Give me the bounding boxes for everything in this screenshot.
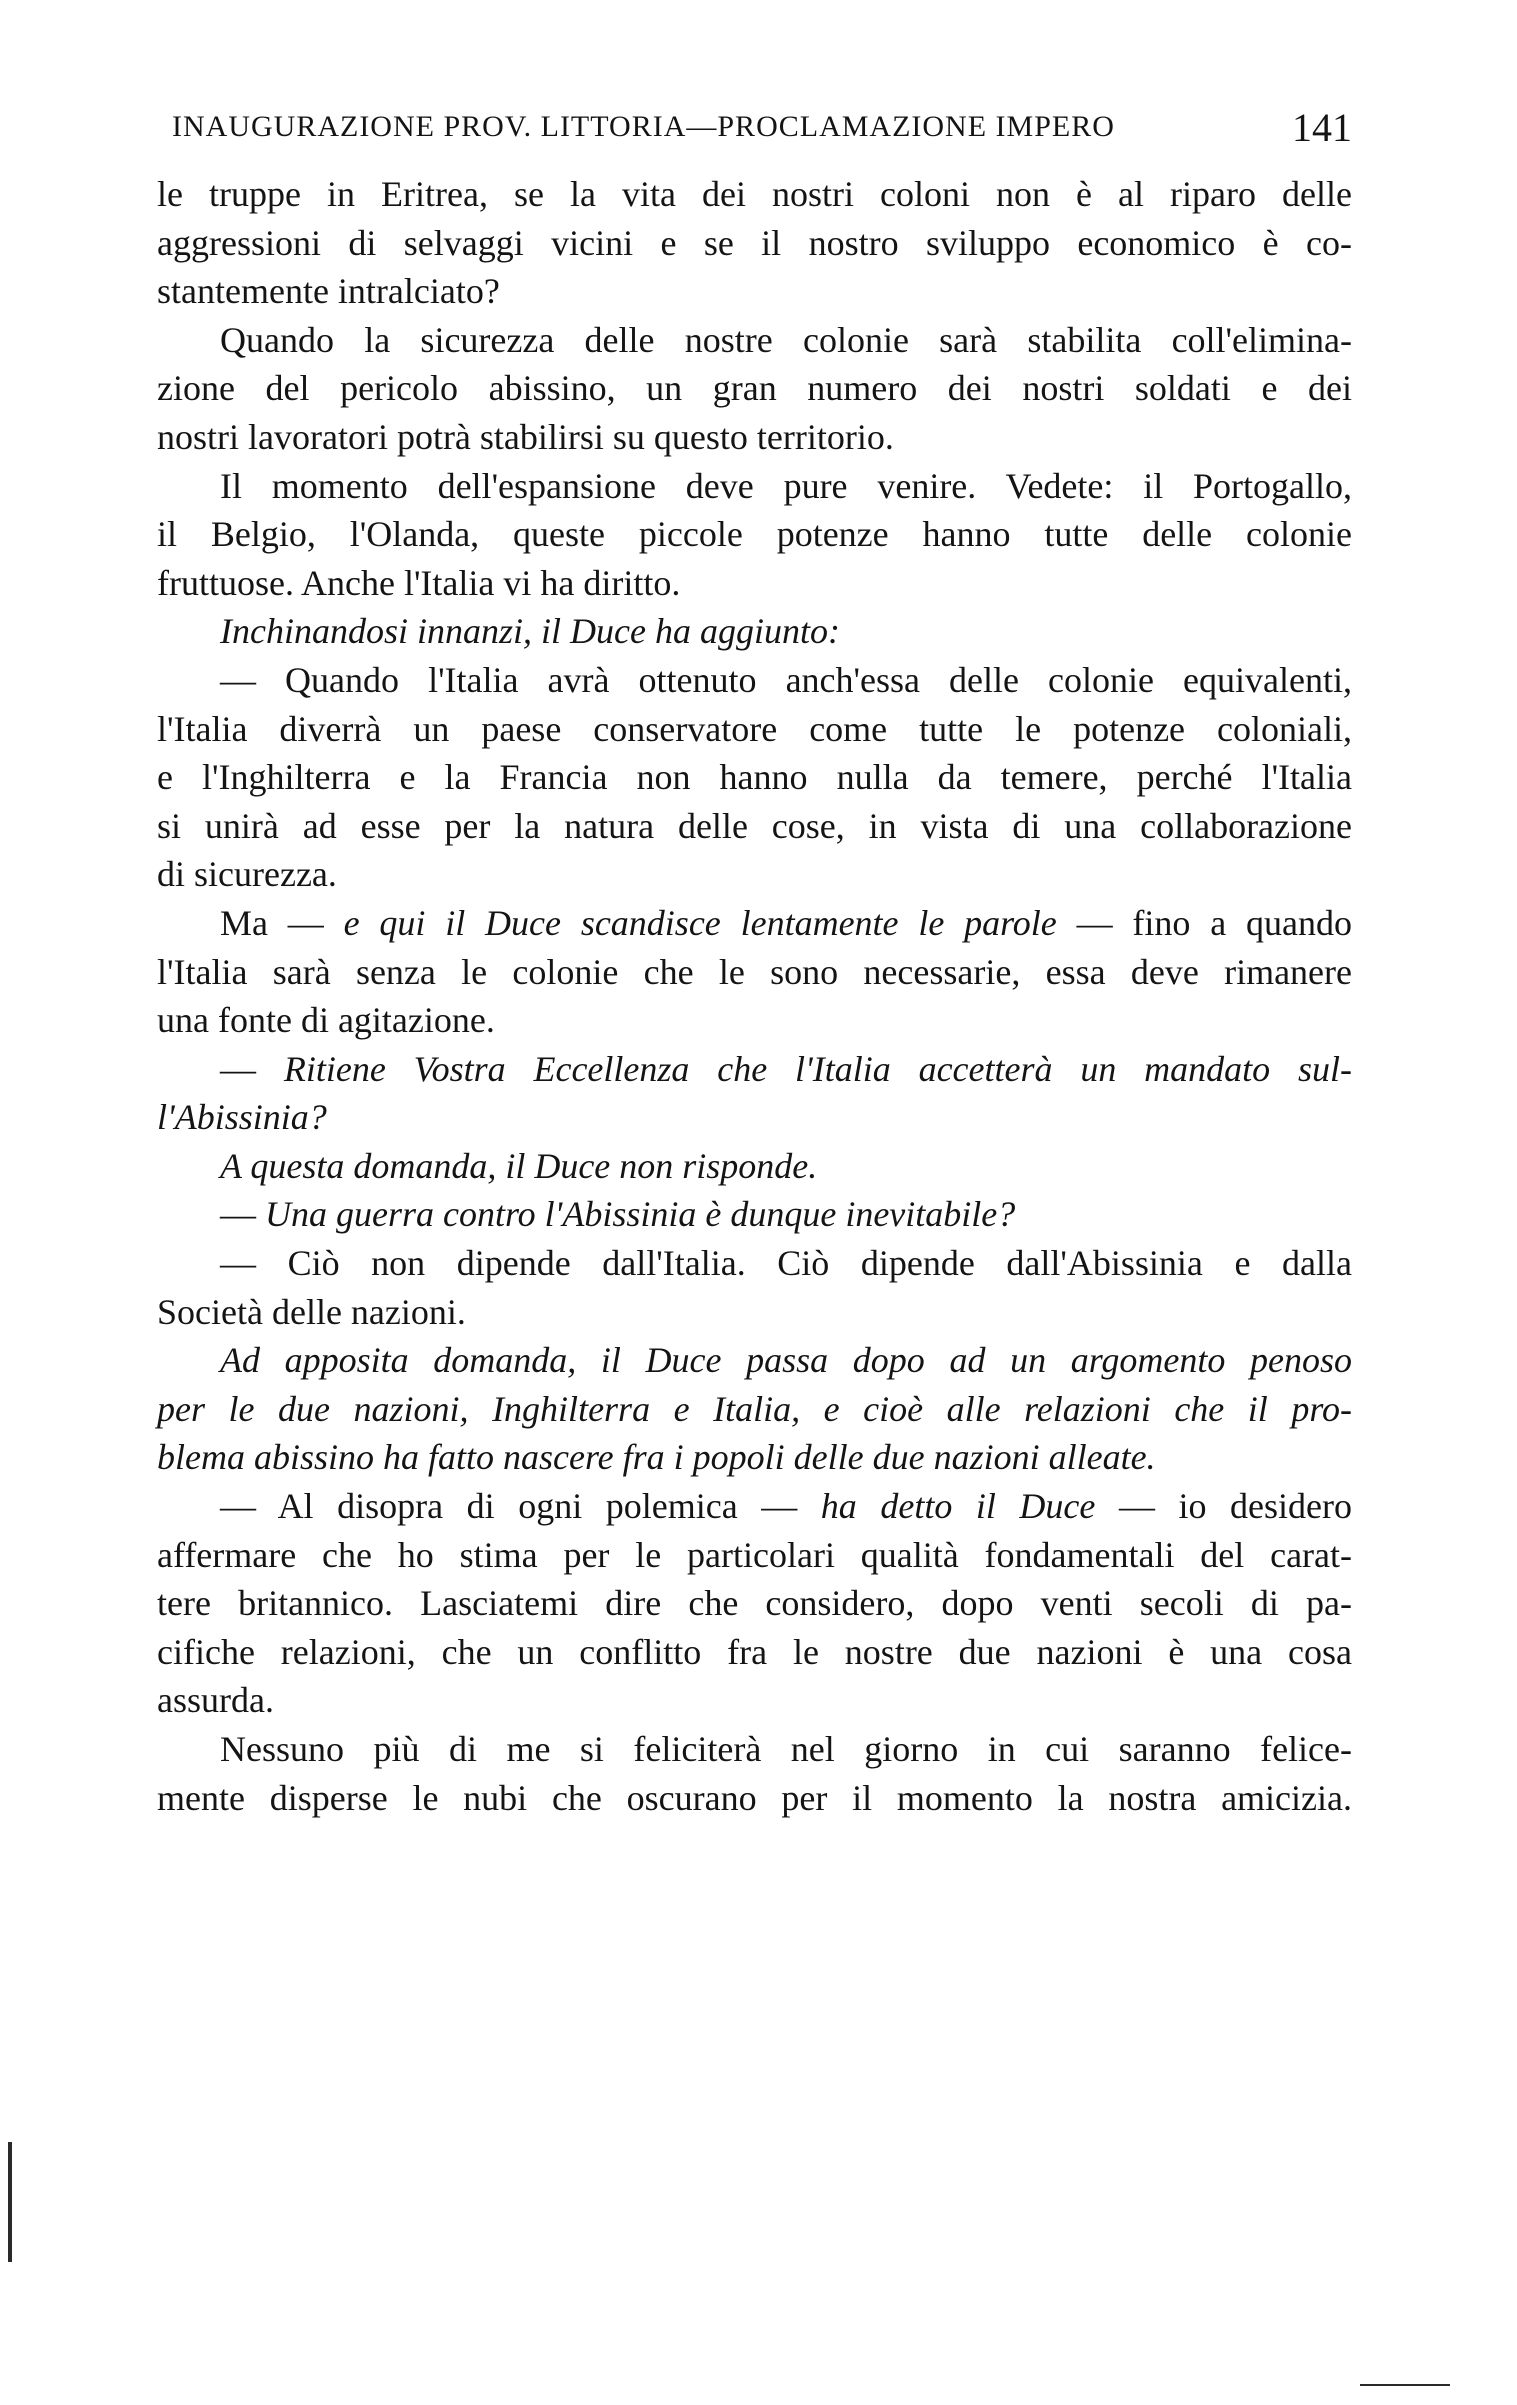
- scan-mark-left: [8, 2142, 12, 2262]
- text-line: affermare che ho stima per le particolari qualità fondamentali del carat-: [157, 1534, 1352, 1575]
- scan-mark-bottom: [1360, 2384, 1450, 2386]
- text-line: — Una guerra contro l'Abissinia è dunque inevitabile?: [220, 1194, 1016, 1235]
- text-line: assurda.: [157, 1680, 274, 1721]
- text-line: tere britannico. Lasciatemi dire che considero, dopo venti secoli di pa-: [157, 1583, 1352, 1624]
- text-line: — Ritiene Vostra Eccellenza che l'Italia accetterà un mandato sul-: [220, 1048, 1352, 1089]
- text-line: aggressioni di selvaggi vicini e se il nostro sviluppo economico è co-: [157, 222, 1352, 263]
- text-line: nostri lavoratori potrà stabilirsi su questo territorio.: [157, 416, 894, 457]
- text-line: e l'Inghilterra e la Francia non hanno nulla da temere, perché l'Italia: [157, 757, 1352, 798]
- text-line: Ma — e qui il Duce scandisce lentamente le parole — fino a quando: [220, 902, 1352, 943]
- text-line: di sicurezza.: [157, 854, 337, 895]
- text-line: A questa domanda, il Duce non risponde.: [220, 1145, 818, 1186]
- text-line: zione del pericolo abissino, un gran numero dei nostri soldati e dei: [157, 368, 1352, 409]
- text-line: Ad apposita domanda, il Duce passa dopo ad un argomento penoso: [220, 1340, 1352, 1381]
- text-line: stantemente intralciato?: [157, 271, 500, 312]
- text-line: il Belgio, l'Olanda, queste piccole potenze hanno tutte delle colonie: [157, 514, 1352, 555]
- page-header: [172, 104, 1352, 160]
- running-head: INAUGURAZIONE PROV. LITTORIA—PROCLAMAZIONE IMPERO: [172, 110, 1115, 143]
- text-line: Società delle nazioni.: [157, 1291, 466, 1332]
- text-line: blema abissino ha fatto nascere fra i popoli delle due nazioni alleate.: [157, 1437, 1156, 1478]
- text-line: per le due nazioni, Inghilterra e Italia, e cioè alle relazioni che il pro-: [157, 1388, 1352, 1429]
- text-line: — Al disopra di ogni polemica — ha detto il Duce — io desidero: [220, 1486, 1352, 1527]
- text-line: — Ciò non dipende dall'Italia. Ciò dipende dall'Abissinia e dalla: [220, 1243, 1352, 1284]
- text-line: Inchinandosi innanzi, il Duce ha aggiunto:: [220, 611, 840, 652]
- text-line: l'Italia sarà senza le colonie che le sono necessarie, essa deve rimanere: [157, 951, 1352, 992]
- text-line: l'Italia diverrà un paese conservatore come tutte le potenze coloniali,: [157, 708, 1352, 749]
- body-text: [157, 170, 1352, 1822]
- text-line: Il momento dell'espansione deve pure venire. Vedete: il Portogallo,: [220, 465, 1352, 506]
- text-line: Nessuno più di me si feliciterà nel giorno in cui saranno felice-: [220, 1729, 1352, 1769]
- text-line: fruttuose. Anche l'Italia vi ha diritto.: [157, 562, 681, 603]
- text-line: le truppe in Eritrea, se la vita dei nostri coloni non è al riparo delle: [157, 174, 1352, 214]
- text-line: una fonte di agitazione.: [157, 1000, 495, 1041]
- text-line: l'Abissinia?: [157, 1097, 327, 1138]
- text-line: si unirà ad esse per la natura delle cose, in vista di una collaborazione: [157, 805, 1352, 846]
- text-line: — Quando l'Italia avrà ottenuto anch'essa delle colonie equivalenti,: [220, 659, 1352, 700]
- text-line: mente disperse le nubi che oscurano per il momento la nostra amicizia.: [157, 1777, 1352, 1818]
- page-number: 141: [1292, 105, 1352, 150]
- text-line: Quando la sicurezza delle nostre colonie sarà stabilita coll'elimina-: [220, 319, 1352, 360]
- text-line: cifiche relazioni, che un conflitto fra le nostre due nazioni è una cosa: [157, 1631, 1352, 1672]
